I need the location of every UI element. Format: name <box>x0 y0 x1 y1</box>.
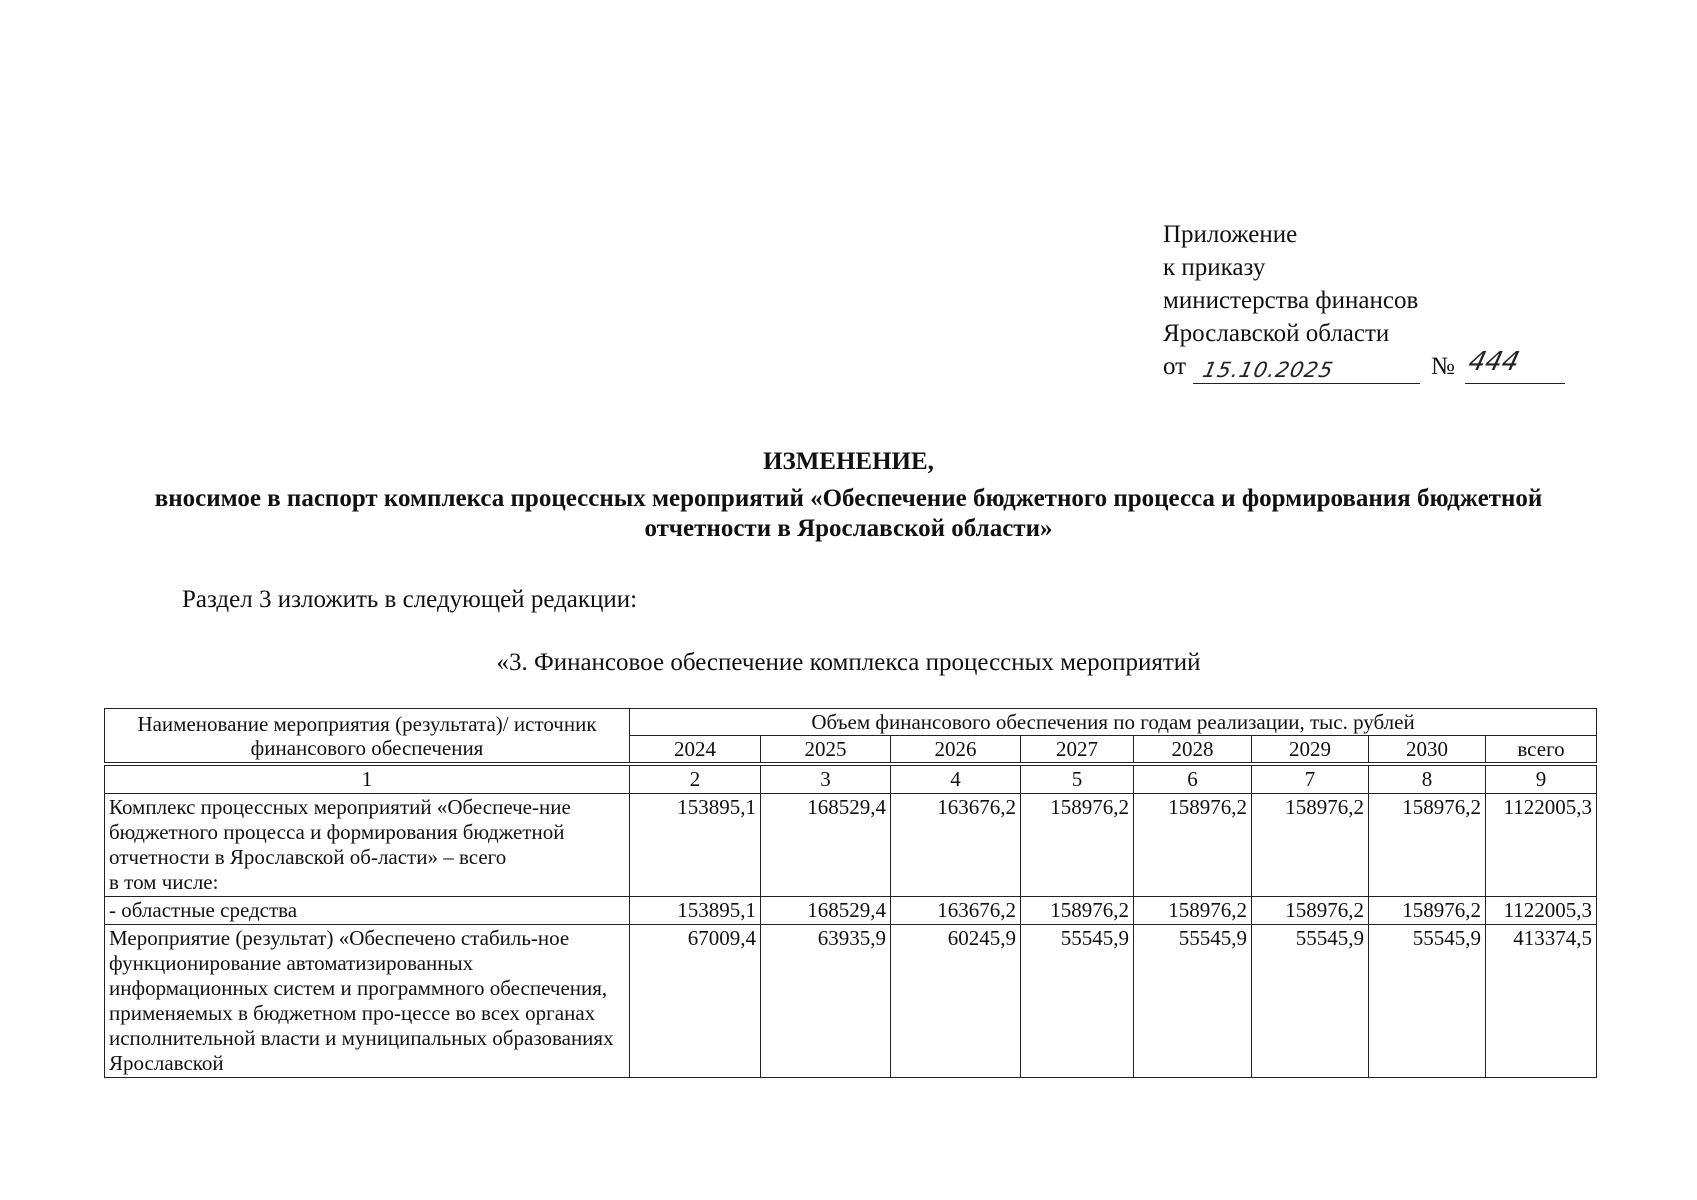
row-value: 158976,2 <box>1134 897 1252 925</box>
column-number: 9 <box>1486 766 1597 794</box>
handwritten-date: 15.10.2025 <box>1200 358 1336 382</box>
row-value: 153895,1 <box>630 794 761 897</box>
column-number: 7 <box>1252 766 1369 794</box>
header-row <box>105 709 1597 736</box>
row-value: 158976,2 <box>1369 794 1486 897</box>
year-header: 2027 <box>1021 736 1134 763</box>
row-total: 413374,5 <box>1486 925 1597 1078</box>
column-number: 1 <box>105 766 630 794</box>
row-value: 168529,4 <box>761 897 891 925</box>
column-number: 6 <box>1134 766 1252 794</box>
year-header: 2030 <box>1369 736 1486 763</box>
row-value: 55545,9 <box>1021 925 1134 1078</box>
row-value: 55545,9 <box>1369 925 1486 1078</box>
year-header: 2026 <box>891 736 1021 763</box>
table-row <box>105 794 1597 897</box>
instruction-text: Раздел 3 изложить в следующей редакции: <box>182 586 638 613</box>
year-header: 2028 <box>1134 736 1252 763</box>
column-number: 4 <box>891 766 1021 794</box>
year-header: 2024 <box>630 736 761 763</box>
row-total: 1122005,3 <box>1486 794 1597 897</box>
row-value: 168529,4 <box>761 794 891 897</box>
row-value: 55545,9 <box>1252 925 1369 1078</box>
column-number: 8 <box>1369 766 1486 794</box>
column-number-row <box>105 766 1597 794</box>
row-value: 163676,2 <box>891 897 1021 925</box>
appendix-line: Ярославской области <box>1163 320 1390 347</box>
appendix-line: к приказу <box>1163 254 1266 281</box>
appendix-line: министерства финансов <box>1163 287 1419 314</box>
column-number: 3 <box>761 766 891 794</box>
date-field <box>1193 350 1420 384</box>
row-value: 63935,9 <box>761 925 891 1078</box>
date-number-line <box>1163 347 1523 383</box>
section-title: «3. Финансовое обеспечение комплекса процессных мероприятий <box>496 649 1201 676</box>
row-value: 163676,2 <box>891 794 1021 897</box>
column-number: 5 <box>1021 766 1134 794</box>
date-prefix: от <box>1163 353 1187 380</box>
row-value: 158976,2 <box>1252 897 1369 925</box>
row-value: 158976,2 <box>1252 794 1369 897</box>
row-value: 158976,2 <box>1134 794 1252 897</box>
number-prefix: № <box>1431 353 1455 380</box>
total-header: всего <box>1486 736 1597 763</box>
document-title: ИЗМЕНЕНИЕ, <box>763 448 934 475</box>
header-name-cell: Наименование мероприятия (результата)/ источник финансового обеспечения <box>105 709 630 763</box>
financing-table <box>104 708 1597 1078</box>
row-value: 153895,1 <box>630 897 761 925</box>
row-total: 1122005,3 <box>1486 897 1597 925</box>
row-value: 158976,2 <box>1021 794 1134 897</box>
number-field <box>1465 347 1565 384</box>
column-number: 2 <box>630 766 761 794</box>
row-name: Мероприятие (результат) «Обеспечено стабиль-ное функционирование автоматизированных информационных систем и программного обеспечения, применяемых в бюджетном про-цессе во всех органах исполнительной власти и муниципальных образованиях Ярославской <box>105 925 630 1078</box>
year-header: 2025 <box>761 736 891 763</box>
handwritten-number: 444 <box>1465 347 1523 377</box>
row-name: Комплекс процессных мероприятий «Обеспече-ние бюджетного процесса и формирования бюджетной отчетности в Ярославской об-ласти» – всего в том числе: <box>105 794 630 897</box>
row-value: 158976,2 <box>1021 897 1134 925</box>
year-header: 2029 <box>1252 736 1369 763</box>
row-value: 60245,9 <box>891 925 1021 1078</box>
appendix-block <box>1163 218 1523 383</box>
appendix-line: Приложение <box>1163 221 1298 248</box>
row-value: 158976,2 <box>1369 897 1486 925</box>
row-value: 67009,4 <box>630 925 761 1078</box>
row-name: - областные средства <box>105 897 630 925</box>
header-volume-cell: Объем финансового обеспечения по годам реализации, тыс. рублей <box>630 709 1597 736</box>
document-subtitle: вносимое в паспорт комплекса процессных мероприятий «Обеспечение бюджетного процесса и формирования бюджетной отчетности в Ярославской области» <box>154 485 1543 542</box>
row-value: 55545,9 <box>1134 925 1252 1078</box>
table-row <box>105 925 1597 1078</box>
table-row <box>105 897 1597 925</box>
